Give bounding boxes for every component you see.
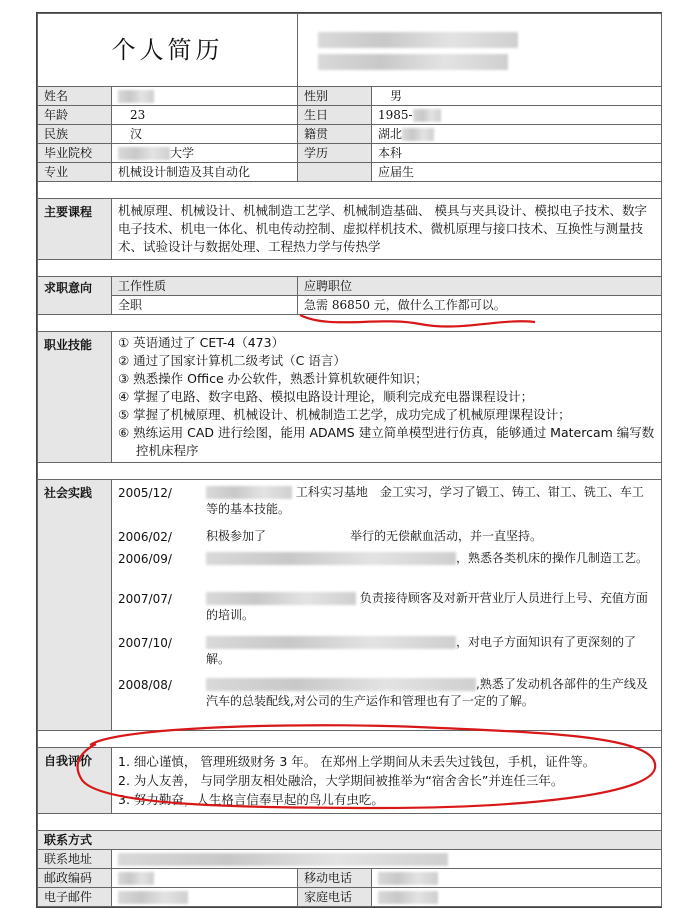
redacted-block <box>206 636 456 649</box>
redacted-block <box>118 90 154 103</box>
zip-value <box>112 869 298 888</box>
practice-entry <box>112 630 661 672</box>
gender-label: 性别 <box>298 87 372 106</box>
practice-text: ,熟悉了发动机各部件的生产线及汽车的总装配线,对公司的生产运作和管理也有了一定的了解。 <box>206 677 648 708</box>
age-value: 23 <box>112 106 298 125</box>
ethnic-label: 民族 <box>38 125 112 144</box>
practice-text-cell <box>200 480 661 524</box>
redacted-block <box>206 678 476 691</box>
major-value: 机械设计制造及其自动化 <box>112 163 298 182</box>
self-eval-item: 3. 努力勤奋，人生格言信奉早起的鸟儿有虫吃。 <box>118 792 384 807</box>
redacted-block <box>318 32 518 48</box>
skill-item: ① 英语通过了 CET-4（473） <box>118 335 285 350</box>
redacted-block <box>118 147 170 160</box>
practice-text-cell <box>200 524 661 546</box>
home-phone-label: 家庭电话 <box>298 888 372 907</box>
practice-date: 2007/07/ <box>118 592 172 606</box>
intent-type-label: 工作性质 <box>112 277 298 296</box>
name-label: 姓名 <box>38 87 112 106</box>
redacted-block <box>413 109 441 122</box>
major-label: 专业 <box>38 163 112 182</box>
spacer <box>38 260 662 277</box>
intent-position-value: 急需 86850 元，做什么工作都可以。 <box>298 296 662 315</box>
photo-area <box>298 14 662 87</box>
practice-text: 工科实习基地 金工实习，学习了锻工、铸工、钳工、铣工、车工等的基本技能。 <box>206 485 644 516</box>
email-label: 电子邮件 <box>38 888 112 907</box>
practice-text: ，熟悉各类机床的操作几制造工艺。 <box>456 551 649 565</box>
birth-text: 1985- <box>378 108 413 122</box>
intent-label: 求职意向 <box>38 277 112 315</box>
spacer <box>38 182 662 199</box>
self-eval-item: 2. 为人友善， 与同学朋友相处融洽，大学期间被推举为“宿舍舍长”并连任三年。 <box>118 773 564 788</box>
redacted-block <box>206 486 292 499</box>
self-eval-label: 自我评价 <box>38 748 112 814</box>
spacer <box>38 814 662 831</box>
courses-text: 机械原理、机械设计、机械制造工艺学、机械制造基础、 模具与夹具设计、模拟电子技术、数字电子技术、机电一体化、机电传动控制、虚拟样机技术、微机原理与接口技术、互换性与测量技术、试验设计与数据处理、工程热力学与传热学 <box>112 199 662 260</box>
practice-entry <box>112 480 661 524</box>
zip-label: 邮政编码 <box>38 869 112 888</box>
redacted-block <box>206 552 456 565</box>
address-label: 联系地址 <box>38 850 112 869</box>
redacted-block <box>318 54 508 70</box>
native-value <box>372 125 662 144</box>
redacted-block <box>118 891 188 904</box>
intent-type-value: 全职 <box>112 296 298 315</box>
native-label: 籍贯 <box>298 125 372 144</box>
gender-value: 男 <box>372 87 662 106</box>
redacted-block <box>378 891 438 904</box>
practice-date: 2008/08/ <box>118 678 172 692</box>
degree-label: 学历 <box>298 144 372 163</box>
skill-item: ④ 掌握了电路、数字电路、模拟电路设计理论，顺利完成充电器课程设计； <box>118 389 534 404</box>
redacted-block <box>402 128 434 141</box>
practice-label: 社会实践 <box>38 480 112 731</box>
school-label: 毕业院校 <box>38 144 112 163</box>
birth-label: 生日 <box>298 106 372 125</box>
practice-text-cell <box>200 630 661 672</box>
spacer <box>38 731 662 748</box>
mobile-label: 移动电话 <box>298 869 372 888</box>
practice-list <box>112 480 662 731</box>
practice-entry <box>112 672 661 728</box>
skill-item: ③ 熟悉操作 Office 办公软件，熟悉计算机软硬件知识； <box>118 371 428 386</box>
redacted-block <box>206 592 356 605</box>
title-row <box>38 14 662 87</box>
intent-position-label: 应聘职位 <box>298 277 662 296</box>
practice-text: ，对电子方面知识有了更深刻的了解。 <box>206 635 637 666</box>
practice-entry <box>112 546 661 586</box>
resume-sheet <box>36 12 662 908</box>
self-eval-item: 1. 细心谨慎， 管理班级财务 3 年。 在郑州上学期间从未丢失过钱包，手机，证件等。 <box>118 754 596 769</box>
redacted-block <box>118 872 154 885</box>
status-value: 应届生 <box>372 163 662 182</box>
degree-value: 本科 <box>372 144 662 163</box>
name-value <box>112 87 298 106</box>
native-text: 湖北 <box>378 127 403 141</box>
skill-item: ⑤ 掌握了机械原理、机械设计、机械制造工艺学，成功完成了机械原理课程设计； <box>118 407 571 422</box>
resume-table <box>37 13 662 907</box>
ethnic-value: 汉 <box>112 125 298 144</box>
practice-date: 2006/09/ <box>118 552 172 566</box>
practice-date: 2006/02/ <box>118 530 172 544</box>
school-suffix: 大学 <box>170 146 195 160</box>
contact-label: 联系方式 <box>38 831 662 850</box>
redacted-block <box>378 872 438 885</box>
age-label: 年龄 <box>38 106 112 125</box>
address-value <box>112 850 662 869</box>
skills-label: 职业技能 <box>38 332 112 463</box>
page-title: 个人简历 <box>38 14 298 87</box>
mobile-value <box>372 869 662 888</box>
practice-text: 积极参加了 举行的无偿献血活动，并一直坚持。 <box>206 529 543 543</box>
practice-date: 2005/12/ <box>118 486 172 500</box>
practice-entry <box>112 586 661 630</box>
practice-date: 2007/10/ <box>118 636 172 650</box>
skill-item: ⑥ 熟练运用 CAD 进行绘图，能用 ADAMS 建立简单模型进行仿真，能够通过 Matercam 编写数控机床程序 <box>118 425 655 458</box>
blank-label <box>298 163 372 182</box>
redacted-block <box>118 853 448 866</box>
practice-text-cell <box>200 586 661 630</box>
practice-entry <box>112 524 661 546</box>
practice-text: 负责接待顾客及对新开营业厅人员进行上号、充值方面的培训。 <box>206 591 648 622</box>
practice-text-cell <box>200 546 661 586</box>
birth-value <box>372 106 662 125</box>
spacer <box>38 315 662 332</box>
spacer <box>38 463 662 480</box>
skills-list <box>112 332 662 463</box>
self-eval-list <box>112 748 662 814</box>
practice-text-cell <box>200 672 661 728</box>
skill-item: ② 通过了国家计算机二级考试（C 语言） <box>118 353 346 368</box>
school-value <box>112 144 298 163</box>
courses-label: 主要课程 <box>38 199 112 260</box>
